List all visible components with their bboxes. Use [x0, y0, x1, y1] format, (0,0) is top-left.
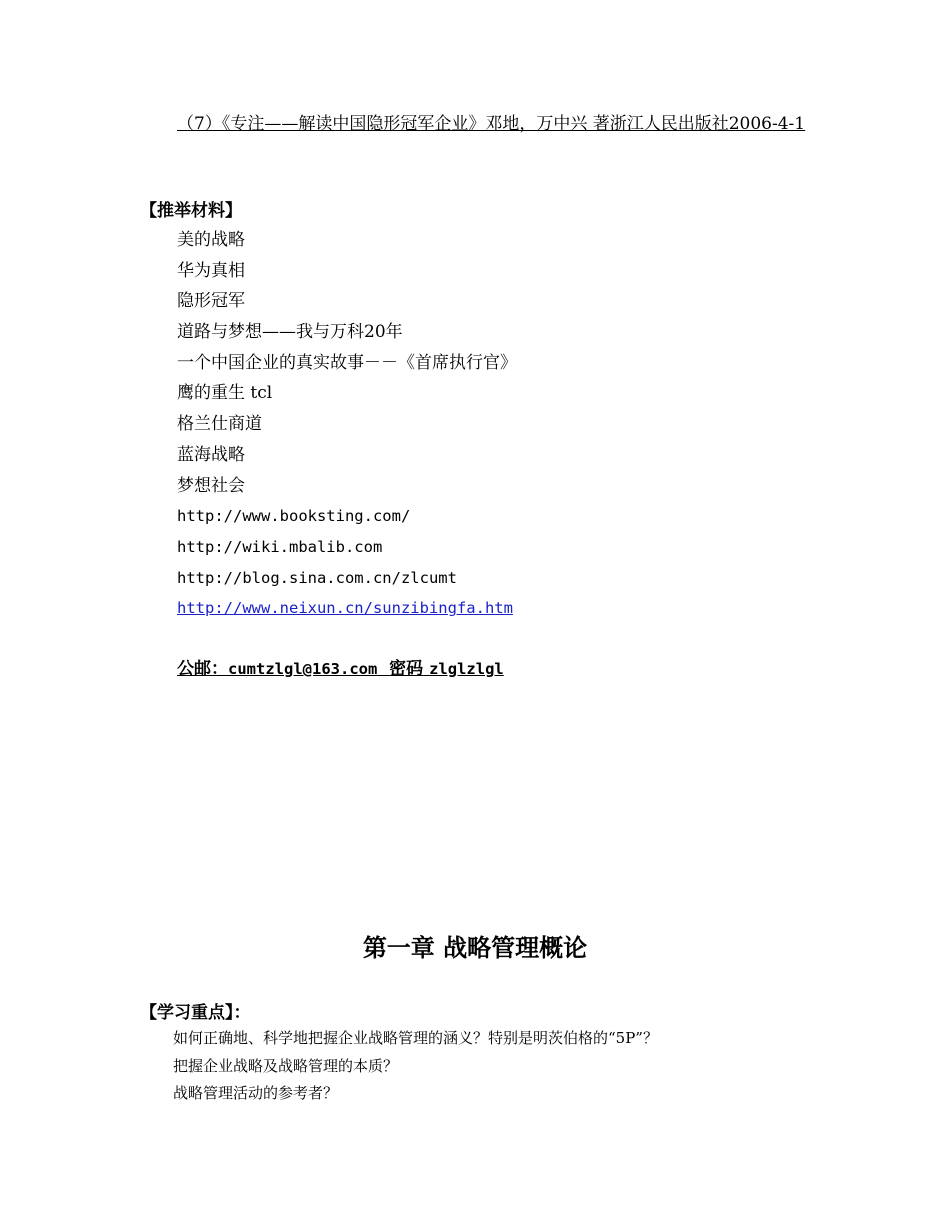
list-item: 蓝海战略: [177, 444, 245, 465]
list-item: 鹰的重生 tcl: [177, 383, 273, 404]
list-item: 战略管理活动的参考者？: [173, 1084, 339, 1102]
list-item: 梦想社会: [177, 475, 245, 496]
recommended-materials-list: [177, 225, 517, 624]
email-address: cumtzlgl@163.com: [228, 660, 378, 678]
url-text: http://wiki.mbalib.com: [177, 537, 383, 556]
list-item: 道路与梦想——我与万科20年: [177, 322, 403, 343]
list-item: 格兰仕商道: [177, 414, 262, 435]
email-label: 公邮：: [177, 659, 228, 679]
public-email-line: [177, 654, 504, 679]
hyperlink-item: [177, 593, 517, 624]
recommended-materials-heading: 【推举材料】: [140, 201, 242, 221]
list-item: 隐形冠军: [177, 291, 245, 312]
url-text: http://blog.sina.com.cn/zlcumt: [177, 568, 457, 587]
study-focus-list: [173, 1025, 658, 1108]
reference-entry: （7）《专注——解读中国隐形冠军企业》邓地，万中兴 著浙江人民出版社2006-4-1: [177, 114, 806, 134]
list-item: 把握企业战略及战略管理的本质？: [173, 1056, 399, 1075]
list-item: 一个中国企业的真实故事－－《首席执行官》: [177, 352, 517, 373]
sunzibingfa-link[interactable]: http://www.neixun.cn/sunzibingfa.htm: [177, 599, 513, 618]
url-text: http://www.booksting.com/: [177, 507, 411, 526]
list-item: 华为真相: [177, 260, 245, 281]
list-item: 美的战略: [177, 230, 245, 250]
password-label: 密码: [389, 659, 424, 679]
password-value: zlglzlgl: [429, 660, 504, 678]
chapter-title: 第一章 战略管理概论: [362, 934, 588, 962]
study-focus-heading: 【学习重点】：: [140, 1003, 251, 1023]
list-item: 如何正确地、科学地把握企业战略管理的涵义？特别是明茨伯格的“5P”？: [173, 1029, 658, 1047]
